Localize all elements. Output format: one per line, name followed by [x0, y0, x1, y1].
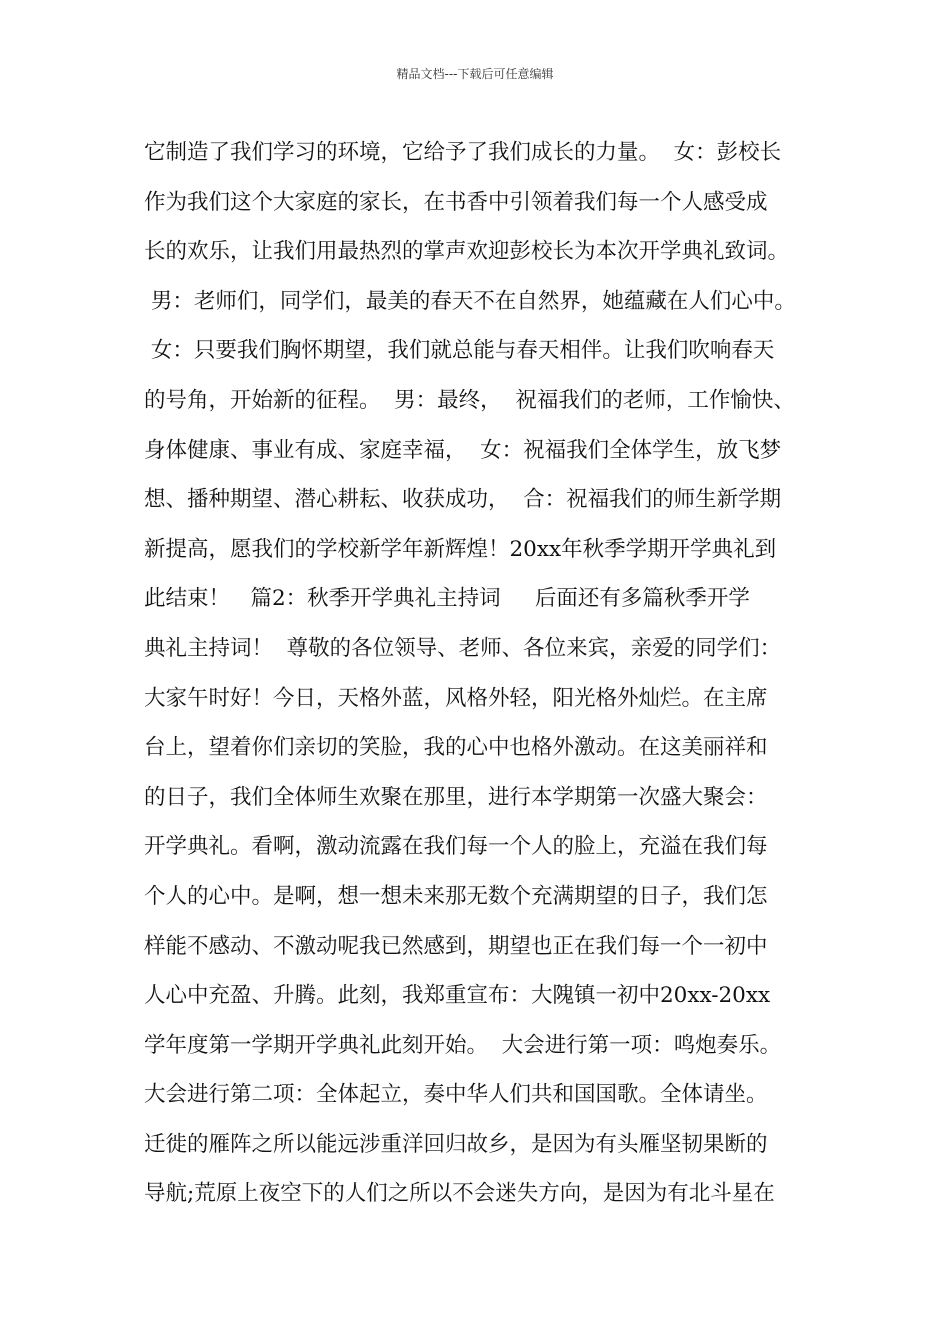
text-line: 女：只要我们胸怀期望，我们就总能与春天相伴。让我们吹响春天 [144, 338, 775, 364]
text-line: 大会进行第二项：全体起立，奏中华人们共和国国歌。全体请坐。 [144, 1082, 768, 1108]
text-line: 迁徙的雁阵之所以能远涉重洋回归故乡，是因为有头雁坚韧果断的 [144, 1131, 768, 1157]
document-body [144, 128, 824, 1219]
text-line: 想、播种期望、潜心耕耘、收获成功， 合：祝福我们的师生新学期 [144, 487, 782, 513]
text-line: 个人的心中。是啊，想一想未来那无数个充满期望的日子，我们怎 [144, 883, 768, 909]
text-line: 它制造了我们学习的环境，它给予了我们成长的力量。 女：彭校长 [144, 140, 782, 165]
text-line: 的号角，开始新的征程。 男：最终， 祝福我们的老师，工作愉快、 [144, 387, 795, 413]
text-line: 身体健康、事业有成、家庭幸福， 女：祝福我们全体学生，放飞梦 [144, 437, 782, 463]
text-line: 学年度第一学期开学典礼此刻开始。 大会进行第一项：鸣炮奏乐。 [144, 1032, 782, 1058]
text-line: 男：老师们，同学们，最美的春天不在自然界，她蕴藏在人们心中。 [144, 288, 796, 314]
text-line: 台上，望着你们亲切的笑脸，我的心中也格外激动。在这美丽祥和 [144, 735, 768, 761]
text-line: 的日子，我们全体师生欢聚在那里，进行本学期第一次盛大聚会： [144, 784, 768, 810]
text-line: 此结束！ 篇2：秋季开学典礼主持词 后面还有多篇秋季开学 [144, 586, 750, 612]
text-line: 导航;荒原上夜空下的人们之所以不会迷失方向，是因为有北斗星在 [144, 1181, 775, 1207]
text-line: 大家午时好！今日，天格外蓝，风格外轻，阳光格外灿烂。在主席 [144, 685, 768, 711]
page-header: 精品文档---下载后可任意编辑 [396, 67, 554, 81]
text-line: 长的欢乐，让我们用最热烈的掌声欢迎彭校长为本次开学典礼致词。 [144, 239, 790, 265]
text-line: 人心中充盈、升腾。此刻，我郑重宣布：大隗镇一初中20xx-20xx [144, 983, 771, 1009]
text-line: 样能不感动、不激动呢我已然感到，期望也正在我们每一个一初中 [144, 933, 768, 959]
text-line: 开学典礼。看啊，激动流露在我们每一个人的脸上，充溢在我们每 [144, 834, 768, 860]
text-line: 作为我们这个大家庭的家长，在书香中引领着我们每一个人感受成 [144, 189, 768, 215]
text-line: 新提高，愿我们的学校新学年新辉煌！20xx年秋季学期开学典礼到 [144, 536, 777, 562]
text-line: 典礼主持词！ 尊敬的各位领导、老师、各位来宾，亲爱的同学们： [144, 635, 782, 661]
